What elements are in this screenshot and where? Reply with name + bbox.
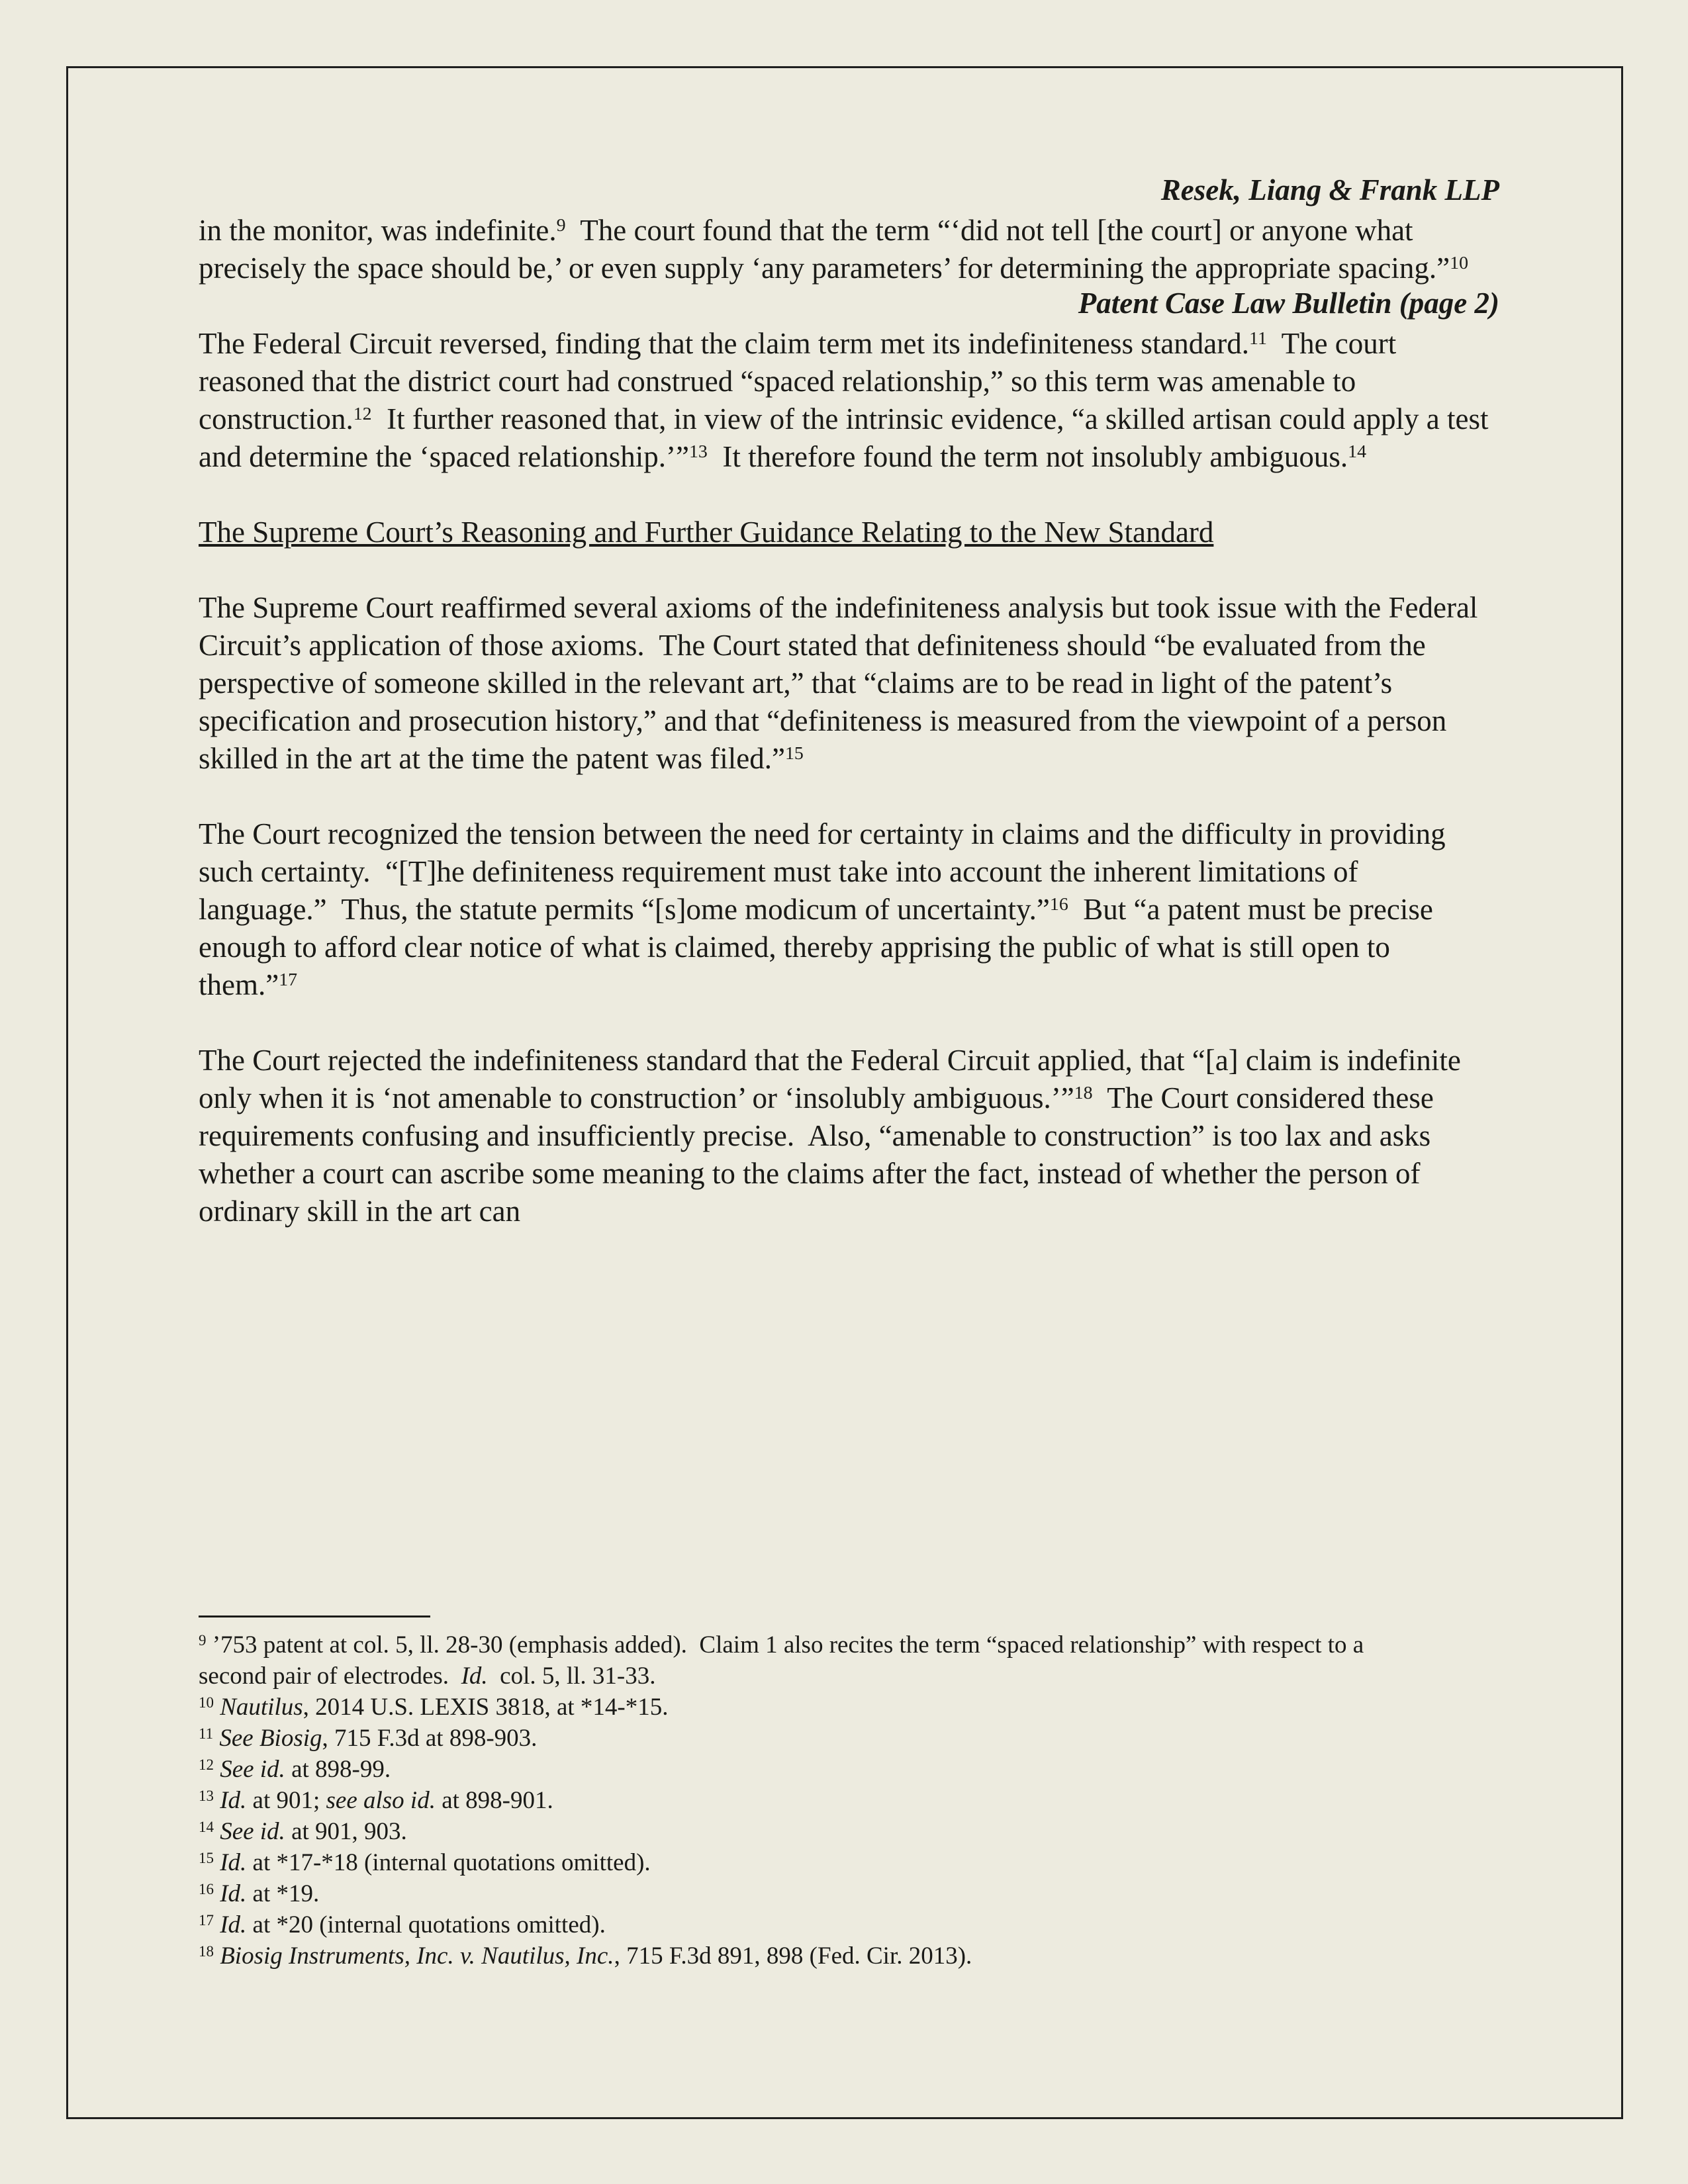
footnote-item: $^{10}$ Nautilus, 2014 U.S. LEXIS 3818, at *14-*15. [199,1694,669,1721]
footnote-list [199,1629,1436,1972]
paragraph: The Supreme Court reaffirmed several axioms of the indefiniteness analysis but took issue with the Federal Circuit’s application of those axioms. The Court stated that definiteness should “be evaluated from the perspective of someone skilled in the relevant art,” that “claims are to be read in light of the patent’s specification and prosecution history,” and that “definiteness is measured from the viewpoint of a person skilled in the art at the time the patent was filed.”$^{15}$ [199,591,1485,775]
section-heading: The Supreme Court’s Reasoning and Further Guidance Relating to the New Standard [199,516,1214,549]
footnote-item: $^{17}$ Id. at *20 (internal quotations omitted). [199,1911,606,1938]
footnote-item: $^{18}$ Biosig Instruments, Inc. v. Nautilus, Inc., 715 F.3d 891, 898 (Fed. Cir. 2013). [199,1942,972,1970]
footnote-item: $^{16}$ Id. at *19. [199,1880,320,1907]
footnote-item: $^{14}$ See id. at 901, 903. [199,1818,407,1845]
footnotes-section [199,1615,1489,1972]
body-content [199,212,1496,1268]
paragraph: The Court recognized the tension between the need for certainty in claims and the difficulty in providing such certainty. “[T]he definiteness requirement must take into account the inherent limitations of language.” Thus, the statute permits “[s]ome modicum of uncertainty.”$^{16}$ But “a patent must be precise enough to afford clear notice of what is claimed, thereby apprising the public of what is still open to them.”$^{17}$ [199,817,1453,1001]
footnote-separator [199,1615,430,1617]
header-firm-name: Resek, Liang & Frank LLP [1160,173,1499,206]
paragraph: The Court rejected the indefiniteness standard that the Federal Circuit applied, that “[a] claim is indefinite only when it is ‘not amenable to construction’ or ‘insolubly ambiguous.’”$^{18}$ The Court considered these requirements confusing and insufficiently precise. Also, “amenable to construction” is too lax and asks whether a court can ascribe some meaning to the claims after the fact, instead of whether the person of ordinary skill in the art can [199,1044,1469,1228]
footnote-item: $^{12}$ See id. at 898-99. [199,1756,391,1783]
paragraph: in the monitor, was indefinite.$^9$ The court found that the term “‘did not tell [the court] or anyone what precisely the space should be,’ or even supply ‘any parameters’ for determining the appropriate spacing.”$^{10}$ [199,214,1469,285]
footnote-item: $^{15}$ Id. at *17-*18 (internal quotations omitted). [199,1849,651,1876]
header-bulletin-title: Patent Case Law Bulletin (page 2) [1078,287,1499,320]
footnote-item: $^9$ ’753 patent at col. 5, ll. 28-30 (emphasis added). Claim 1 also recites the term “spaced relationship” with respect to a second pair of electrodes. Id. col. 5, ll. 31-33. [199,1631,1370,1690]
paragraph: The Federal Circuit reversed, finding that the claim term met its indefiniteness standard.$^{11}$ The court reasoned that the district court had construed “spaced relationship,” so this term was amenable to construction.$^{12}$ It further reasoned that, in view of the intrinsic evidence, “a skilled artisan could apply a test and determine the ‘spaced relationship.’”$^{13}$ It therefore found the term not insolubly ambiguous.$^{14}$ [199,327,1496,473]
footnote-item: $^{11}$ See Biosig, 715 F.3d at 898-903. [199,1725,538,1752]
footnote-item: $^{13}$ Id. at 901; see also id. at 898-901. [199,1787,553,1814]
